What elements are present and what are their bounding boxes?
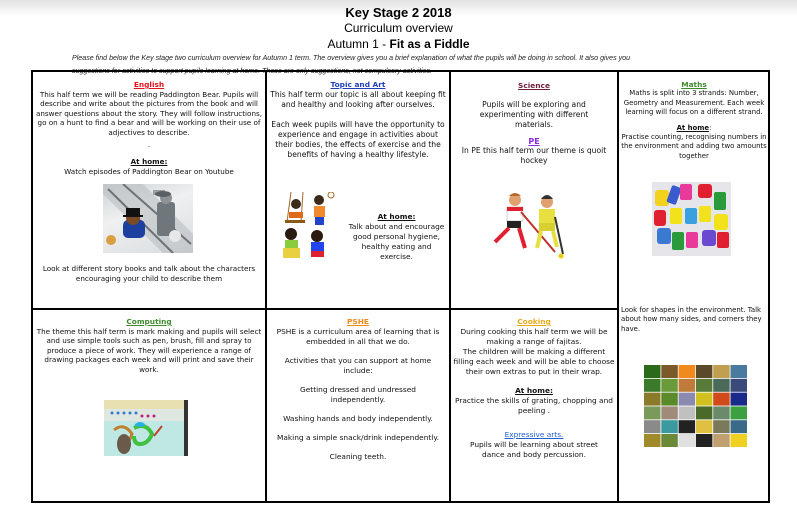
maths-at-home-text: Practise counting, recognising numbers in the environment and adding two amounts together (621, 133, 767, 160)
children-illustration (279, 192, 339, 266)
table-border-right (768, 70, 770, 503)
cell-maths (621, 80, 767, 161)
collage-tile (696, 365, 713, 378)
collage-tile (679, 393, 696, 406)
cell-topic-art (268, 80, 448, 160)
term-prefix: Autumn 1 - (327, 37, 390, 51)
collage-tile (644, 365, 661, 378)
page-subtitle: Curriculum overview (344, 21, 453, 35)
pe-body: In PE this half term our theme is quoit hockey (461, 146, 607, 166)
english-at-home-text: Watch episodes of Paddington Bear on Youtube (64, 166, 234, 176)
science-body: Pupils will be exploring and experimenting with different materials. (479, 99, 589, 129)
maths-at-home-label: At home (676, 123, 710, 132)
computing-title: Computing (126, 317, 172, 326)
paddington-illustration (103, 184, 193, 253)
pshe-activity: Getting dressed and undressed independently. (300, 385, 416, 404)
collage-tile (679, 365, 696, 378)
collage-illustration (644, 365, 748, 448)
collage-tile (679, 379, 696, 392)
collage-tile (679, 420, 696, 433)
expressive-arts-body: Pupils will be learning about street dance and body percussion. (470, 440, 598, 459)
collage-tile (696, 434, 713, 447)
collage-tile (661, 406, 678, 419)
collage-tile (644, 420, 661, 433)
collage-tile (713, 393, 730, 406)
pshe-activities-intro: Activities that you can support at home include: (284, 356, 432, 375)
science-title: Science (518, 81, 550, 90)
expressive-arts-title: Expressive arts. (504, 430, 564, 439)
collage-tile (661, 393, 678, 406)
collage-tile (731, 379, 748, 392)
hockey-illustration (485, 192, 575, 262)
table-border-top (31, 70, 770, 72)
pshe-activity: Cleaning teeth. (329, 452, 387, 461)
topic-body-1: This half term our topic is all about keeping fit and healthy and looking after ourselves. (270, 89, 446, 109)
collage-tile (661, 420, 678, 433)
collage-tile (661, 379, 678, 392)
collage-tile (696, 393, 713, 406)
intro-text (72, 52, 762, 78)
maths-at-home-colon: : (709, 123, 712, 132)
collage-tile (713, 420, 730, 433)
cooking-body-1: During cooking this half term we will be making a range of fajitas. (460, 327, 608, 346)
english-footer: Look at different story books and talk about the characters encouraging your child to describe them (42, 264, 256, 283)
english-dot: . (147, 139, 151, 149)
maths-body: Maths is split into 3 strands: Number, Geometry and Measurement. Each week learning will focus on a different strand. (623, 89, 765, 117)
topic-at-home (345, 212, 448, 262)
number-shapes-image (652, 182, 731, 256)
table-row-divider (31, 308, 618, 310)
collage-tile (679, 434, 696, 447)
collage-tile (731, 420, 748, 433)
pshe-title: PSHE (347, 317, 369, 326)
topic-body-2: Each week pupils will have the opportunity to experience and engage in activities about their bodies, the effects of exercise and the benefits of having a healthy lifestyle. (271, 119, 445, 159)
term-heading (0, 37, 797, 51)
cooking-at-home-label: At home: (515, 386, 553, 395)
collage-tile (713, 434, 730, 447)
collage-tile (731, 434, 748, 447)
paddington-bear-image (103, 184, 193, 253)
page-title: Key Stage 2 2018 (345, 5, 452, 20)
collage-tile (696, 406, 713, 419)
collage-tile (713, 406, 730, 419)
collage-tile (661, 434, 678, 447)
cell-cooking (452, 317, 616, 460)
pshe-activity: Washing hands and body independently. (283, 414, 433, 423)
computing-paint-screen-image (104, 400, 188, 456)
cell-computing (34, 317, 264, 375)
topic-at-home-label: At home: (377, 212, 416, 221)
collage-tile (644, 379, 661, 392)
collage-tile (644, 393, 661, 406)
topic-title: Topic and Art (330, 80, 386, 89)
collage-tile (731, 365, 748, 378)
maths-title: Maths (681, 80, 707, 89)
pshe-body: PSHE is a curriculum area of learning that is embedded in all that we do. (276, 327, 440, 346)
collage-tile (661, 365, 678, 378)
hockey-players-image (485, 192, 575, 262)
pe-title: PE (528, 136, 540, 146)
cooking-at-home-text: Practice the skills of grating, chopping and peeling . (455, 396, 613, 415)
collage-tile (644, 406, 661, 419)
children-playing-image (279, 192, 339, 266)
collage-tile (713, 365, 730, 378)
table-border-left (31, 70, 33, 503)
english-body: This half term we will be reading Paddington Bear. Pupils will describe and write about the pictures from the book and will answer questions about the story. They will follow instructions, go on a hunt to find a bear and will be working on their use of adjectives to describe. (35, 89, 263, 137)
collage-tile (731, 393, 748, 406)
cell-science (452, 81, 616, 166)
cell-pshe (268, 317, 448, 462)
intro-line-2 (72, 65, 762, 78)
topic-at-home-text: Talk about and encourage good personal hygiene, healthy eating and exercise. (348, 222, 445, 261)
table-col-divider-1 (265, 70, 267, 503)
collage-tile (679, 406, 696, 419)
numbers-illustration (652, 182, 731, 256)
cooking-body-2: The children will be making a different filling each week and will be able to choose their own extras to put in their wrap. (453, 347, 615, 376)
table-col-divider-3 (617, 70, 619, 503)
collage-tile (696, 420, 713, 433)
collage-tile (644, 434, 661, 447)
collage-tile (713, 379, 730, 392)
maths-shapes-text: Look for shapes in the environment. Talk about how many sides, and corners they have. (621, 306, 762, 333)
computing-body: The theme this half term is mark making and pupils will select and use simple tools such as pen, brush, fill and spray to produce a piece of work. They will experience a range of drawing packages each week and will print and save their work. (36, 326, 262, 374)
table-border-bottom (31, 501, 770, 503)
collage-tile (731, 406, 748, 419)
intro-line-1: Please find below the Key stage two curriculum overview for Autumn 1 term. The overview gives you a brief explanation of what the pupils will be doing in school. It also gives you (72, 54, 631, 62)
english-at-home-label: At home: (130, 157, 168, 167)
pshe-activity: Making a simple snack/drink independently. (276, 433, 440, 442)
collage-tile (696, 379, 713, 392)
cooking-title: Cooking (517, 317, 551, 326)
table-col-divider-2 (449, 70, 451, 503)
paint-program-illustration (104, 400, 188, 456)
shapes-in-nature-collage (644, 365, 748, 448)
english-title: English (133, 80, 165, 89)
term-theme: Fit as a Fiddle (389, 37, 470, 51)
